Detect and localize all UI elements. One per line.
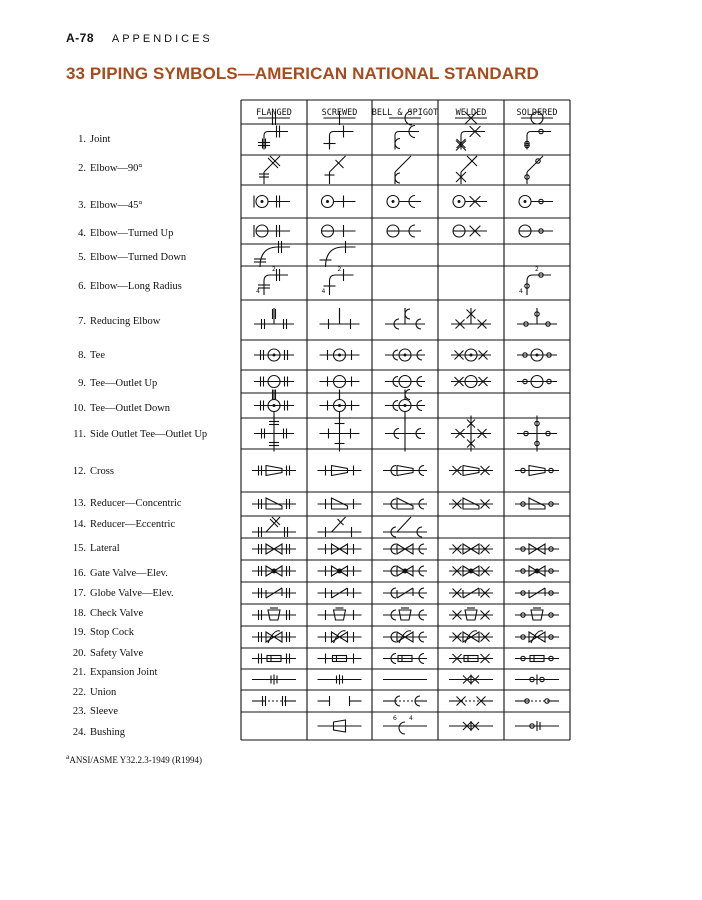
row-name: Side Outlet Tee—Outlet Up	[90, 429, 208, 440]
row-name: Check Valve	[90, 608, 144, 619]
row-number: 21.	[72, 667, 86, 678]
symbol-18-soldered	[515, 588, 559, 598]
footnote-marker: a	[66, 752, 70, 761]
symbol-23-soldered	[515, 699, 559, 703]
column-header-bell-spigot: BELL & SPIGOT	[371, 108, 439, 118]
symbol-2-screwed	[324, 126, 354, 150]
symbol-19-flanged	[252, 608, 296, 620]
symbol-9-bell-spigot	[385, 349, 425, 361]
symbol-24-bell-spigot	[383, 715, 427, 734]
symbol-15-screwed	[318, 517, 362, 537]
symbol-6-flanged	[254, 241, 290, 267]
symbol-17-bell-spigot	[383, 566, 427, 576]
column-header-screwed: SCREWED	[321, 108, 358, 118]
row-name: Globe Valve—Elev.	[90, 588, 174, 599]
symbol-2-welded	[456, 126, 485, 150]
symbol-13-screwed	[318, 466, 362, 476]
symbol-10-welded	[451, 376, 491, 388]
symbol-21-flanged	[252, 654, 296, 664]
footnote-text: ANSI/ASME Y32.2.3-1949 (R1994)	[69, 755, 203, 765]
symbol-16-screwed	[318, 544, 362, 554]
symbol-4-welded	[453, 196, 487, 208]
symbol-24-soldered	[515, 721, 559, 731]
column-header-flanged: FLANGED	[256, 108, 292, 118]
symbol-9-screwed	[320, 349, 360, 361]
row-number: 4.	[78, 228, 86, 239]
symbol-9-soldered	[517, 349, 557, 361]
symbol-23-flanged	[252, 696, 296, 706]
page-title: 33 PIPING SYMBOLS—AMERICAN NATIONAL STANDARD	[66, 64, 539, 83]
symbol-23-welded	[449, 697, 493, 706]
symbol-19-bell-spigot	[383, 608, 427, 620]
symbol-4-screwed	[322, 196, 356, 208]
symbol-21-screwed	[318, 654, 362, 664]
symbol-8-screwed	[320, 308, 360, 329]
row-number: 8.	[78, 350, 86, 361]
symbol-8-welded	[451, 308, 491, 329]
symbol-15-bell-spigot	[383, 517, 427, 537]
row-number: 15.	[72, 543, 86, 554]
symbol-16-soldered	[515, 544, 559, 554]
symbol-18-welded	[449, 588, 493, 598]
symbol-2-flanged	[258, 126, 288, 150]
row-number: 2.	[78, 163, 86, 174]
row-name: Tee—Outlet Up	[90, 378, 158, 389]
symbol-22-flanged	[252, 675, 296, 685]
symbol-2-soldered	[525, 129, 551, 149]
svg-text:2: 2	[337, 266, 342, 273]
symbol-14-welded	[449, 498, 493, 509]
row-name: Elbow—Turned Up	[90, 228, 174, 239]
symbol-5-soldered	[519, 225, 553, 237]
symbol-23-screwed	[318, 696, 362, 706]
row-number: 19.	[72, 627, 86, 638]
section-name: APPENDICES	[111, 33, 213, 45]
row-name: Lateral	[90, 543, 120, 554]
symbol-13-flanged	[252, 466, 296, 476]
symbol-19-welded	[449, 608, 493, 620]
row-name: Expansion Joint	[90, 667, 158, 678]
symbol-13-welded	[449, 466, 493, 476]
symbol-13-bell-spigot	[383, 466, 427, 476]
row-number: 18.	[72, 608, 86, 619]
symbol-21-bell-spigot	[383, 654, 427, 664]
symbol-4-flanged	[254, 196, 290, 208]
row-number: 24.	[72, 727, 86, 738]
row-name: Reducer—Concentric	[90, 498, 182, 509]
row-number: 14.	[72, 519, 86, 530]
symbol-10-screwed	[320, 376, 360, 388]
row-name: Reducer—Eccentric	[90, 519, 176, 530]
symbol-21-soldered	[515, 656, 559, 662]
row-number: 23.	[72, 706, 86, 717]
symbol-8-bell-spigot	[385, 308, 425, 329]
symbol-2-bell-spigot	[395, 126, 419, 150]
symbol-14-flanged	[252, 498, 296, 509]
row-number: 9.	[78, 378, 86, 389]
svg-text:4: 4	[321, 288, 326, 295]
row-number: 7.	[78, 316, 86, 327]
symbol-9-flanged	[254, 349, 294, 361]
symbol-10-soldered	[517, 376, 557, 388]
symbol-16-welded	[449, 544, 493, 554]
symbol-22-welded	[449, 675, 493, 685]
column-header-welded: WELDED	[455, 108, 487, 118]
symbol-5-flanged	[254, 225, 290, 237]
row-number: 10.	[72, 403, 86, 414]
row-name: Tee—Outlet Down	[90, 403, 171, 414]
symbol-9-welded	[451, 349, 491, 361]
row-name: Elbow—Long Radius	[90, 281, 182, 292]
symbol-5-screwed	[322, 225, 356, 237]
svg-text:4: 4	[256, 288, 260, 295]
row-number: 12.	[72, 466, 86, 477]
row-name: Elbow—Turned Down	[90, 252, 187, 263]
symbol-21-welded	[449, 654, 493, 663]
symbol-4-bell-spigot	[387, 196, 421, 208]
symbol-18-flanged	[252, 588, 296, 598]
symbol-17-screwed	[318, 566, 362, 576]
symbol-18-bell-spigot	[383, 588, 427, 598]
symbol-14-bell-spigot	[383, 498, 427, 509]
row-number: 11.	[73, 429, 86, 440]
symbol-12-welded	[451, 416, 491, 452]
symbol-17-flanged	[252, 566, 296, 576]
row-name: Elbow—90°	[90, 163, 143, 174]
symbol-24-screwed	[318, 720, 362, 732]
symbol-4-soldered	[519, 196, 553, 208]
symbol-20-bell-spigot	[383, 631, 427, 643]
symbol-17-soldered	[515, 566, 559, 576]
row-name: Safety Valve	[90, 648, 144, 659]
row-name: Sleeve	[90, 706, 118, 717]
symbol-20-welded	[449, 631, 493, 643]
symbol-20-soldered	[515, 631, 559, 643]
symbol-12-bell-spigot	[385, 416, 425, 452]
symbol-23-bell-spigot	[383, 696, 427, 706]
symbol-20-flanged	[252, 631, 296, 643]
symbol-3-bell-spigot	[395, 156, 411, 184]
symbol-16-flanged	[252, 544, 296, 554]
symbol-19-screwed	[318, 608, 362, 620]
row-name: Gate Valve—Elev.	[90, 568, 168, 579]
row-number: 13.	[72, 498, 86, 509]
row-number: 3.	[78, 200, 86, 211]
symbol-14-soldered	[515, 498, 559, 509]
symbol-22-screwed	[318, 675, 362, 685]
row-number: 16.	[72, 568, 86, 579]
symbol-5-welded	[453, 225, 487, 237]
row-name: Stop Cock	[90, 627, 135, 638]
symbol-5-bell-spigot	[387, 225, 421, 237]
symbol-3-flanged	[259, 156, 280, 184]
symbol-20-screwed	[318, 631, 362, 643]
row-number: 20.	[72, 648, 86, 659]
symbol-13-soldered	[515, 466, 559, 476]
symbol-12-screwed	[320, 416, 360, 452]
row-number: 6.	[78, 281, 86, 292]
symbol-18-screwed	[318, 588, 362, 598]
symbol-22-soldered	[515, 675, 559, 685]
symbol-19-soldered	[515, 608, 559, 620]
symbol-16-bell-spigot	[383, 544, 427, 554]
symbol-12-soldered	[517, 416, 557, 452]
row-number: 17.	[72, 588, 86, 599]
symbol-10-bell-spigot	[385, 376, 425, 388]
svg-text:4: 4	[409, 715, 413, 722]
row-name: Cross	[90, 466, 114, 477]
column-header-soldered: SOLDERED	[516, 108, 558, 118]
symbol-7-flanged	[256, 266, 288, 295]
footnote	[66, 752, 202, 765]
symbol-3-screwed	[325, 156, 346, 184]
svg-text:4: 4	[519, 288, 523, 295]
row-number: 22.	[72, 687, 86, 698]
row-name: Tee	[90, 350, 106, 361]
symbol-8-soldered	[517, 308, 557, 326]
symbol-7-screwed	[322, 266, 354, 295]
row-name: Reducing Elbow	[90, 316, 161, 327]
symbol-12-flanged	[254, 416, 294, 452]
symbol-8-flanged	[254, 308, 294, 329]
row-name: Joint	[90, 134, 111, 145]
row-number: 1.	[78, 134, 86, 145]
row-number: 5.	[78, 252, 86, 263]
symbol-10-flanged	[254, 376, 294, 388]
symbol-3-welded	[456, 156, 477, 184]
symbol-15-flanged	[252, 517, 296, 537]
row-name: Bushing	[90, 727, 126, 738]
svg-text:6: 6	[393, 715, 397, 722]
svg-text:2: 2	[272, 266, 276, 273]
symbol-14-screwed	[318, 498, 362, 509]
row-name: Elbow—45°	[90, 200, 143, 211]
page-number: A-78	[66, 31, 95, 45]
symbol-3-soldered	[525, 156, 543, 184]
symbol-7-soldered	[519, 266, 551, 295]
row-name: Union	[90, 687, 117, 698]
symbol-24-welded	[449, 721, 493, 731]
symbol-17-welded	[449, 566, 493, 576]
svg-text:2: 2	[535, 266, 539, 273]
symbol-6-screwed	[320, 241, 356, 267]
